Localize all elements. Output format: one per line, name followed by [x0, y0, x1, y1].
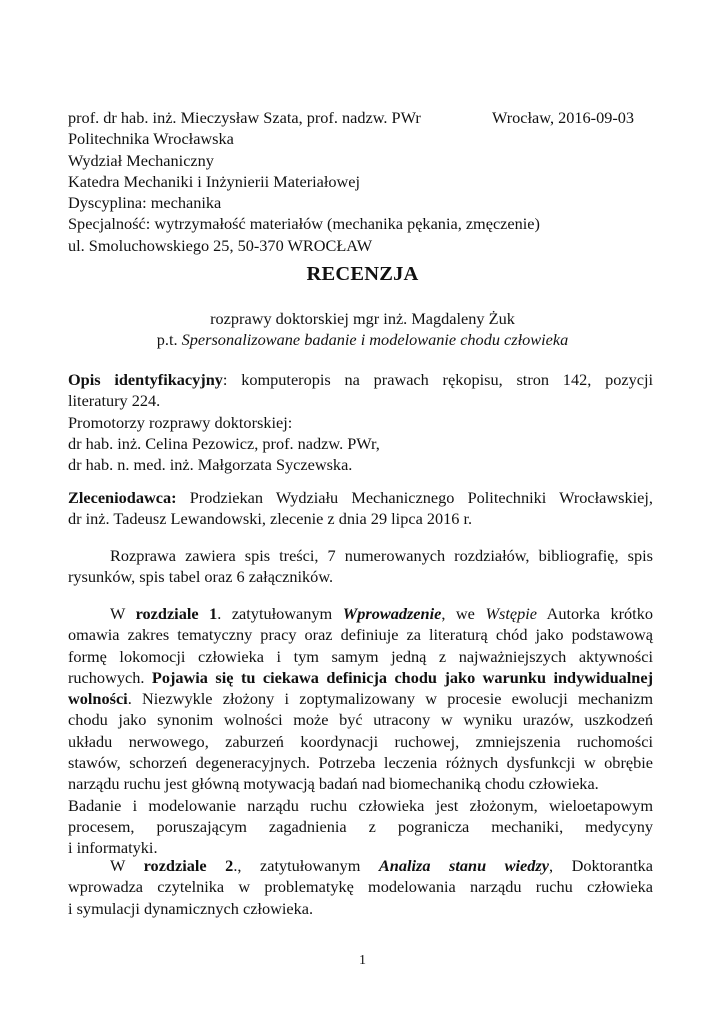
- chapter-1-line-2: omawia zakres tematyczny pracy oraz definiuje za literaturą chód jako podstawową: [68, 625, 653, 645]
- faculty-name: Wydział Mechaniczny: [68, 150, 214, 170]
- commissioner-text: Prodziekan Wydziału Mechanicznego Politechniki Wrocławskiej,: [176, 488, 653, 507]
- chapter-1-line-7: układu nerwowego, zaburzeń koordynacji ruchowej, zmniejszenia ruchomości: [68, 731, 653, 751]
- chapter-1-line-3: formę lokomocji człowieka i tym samym jedną z najważniejszych aktywności: [68, 646, 653, 666]
- text-fragment: , we: [441, 604, 486, 623]
- document-title: RECENZJA: [306, 263, 419, 285]
- chapter-2-line-1: [68, 855, 653, 876]
- chapter-1-title: Wprowadzenie: [342, 604, 442, 623]
- chapter-2-line-2: wprowadza czytelnika w problematykę modelowania narządu ruchu człowieka: [68, 877, 653, 897]
- chapter-2-line-3: i symulacji dynamicznych człowieka.: [68, 898, 314, 918]
- chapter-1-line-1: [68, 603, 653, 624]
- reviewer-name: prof. dr hab. inż. Mieczysław Szata, prof. nadzw. PWr: [68, 108, 421, 127]
- chapter-1-line-9: narządu ruchu jest główną motywacją badań nad biomechaniką chodu człowieka.: [68, 774, 599, 794]
- document-date: Wrocław, 2016-09-03: [492, 108, 635, 127]
- promoters-label: Promotorzy rozprawy doktorskiej:: [68, 412, 293, 432]
- promoter-1: dr hab. inż. Celina Pezowicz, prof. nadzw. PWr,: [68, 433, 380, 453]
- identification-text: : komputeropis na prawach rękopisu, stron 142, pozycji: [222, 370, 653, 389]
- thesis-title: Spersonalizowane badanie i modelowanie chodu człowieka: [181, 330, 569, 349]
- page-number: 1: [359, 953, 366, 968]
- discipline-line: Dyscyplina: mechanika: [68, 193, 222, 213]
- highlight-freedom: wolności: [68, 689, 128, 709]
- identification-label: Opis identyfikacyjny: [68, 370, 223, 389]
- contents-paragraph: [68, 545, 653, 588]
- chapter-1-line-12: i informatyki.: [68, 838, 158, 858]
- address-line: ul. Smoluchowskiego 25, 50-370 WROCŁAW: [68, 235, 373, 255]
- commissioner-label: Zleceniodawca:: [68, 488, 177, 507]
- promoter-2: dr hab. n. med. inż. Małgorzata Syczewska.: [68, 455, 353, 475]
- identification-section: [68, 369, 653, 475]
- reviewer-header: [68, 107, 648, 256]
- department-name: Katedra Mechaniki i Inżynierii Materiałowej: [68, 171, 361, 191]
- chapter-1-line-11: procesem, poruszającym zagadnienia z pogranicza mechaniki, medycyny: [68, 816, 653, 836]
- text-fragment: W: [110, 604, 136, 623]
- text-fragment: Autorka krótko: [536, 604, 653, 623]
- chapter-1-line-8: stawów, schorzeń degeneracyjnych. Potrzeba leczenia różnych dysfunkcji w obrębie: [68, 753, 653, 773]
- chapter-2-paragraph: [68, 855, 653, 919]
- commissioner-line-2: dr inż. Tadeusz Lewandowski, zlecenie z dnia 29 lipca 2016 r.: [68, 509, 473, 529]
- thesis-title-prefix: p.t.: [156, 330, 182, 349]
- university-name: Politechnika Wrocławska: [68, 129, 234, 149]
- chapter-2-title: Analiza stanu wiedzy: [378, 856, 549, 875]
- commissioner-section: [68, 487, 653, 530]
- chapter-1-paragraph: [68, 603, 653, 859]
- chapter-1-ref: rozdziale 1: [135, 604, 218, 623]
- chapter-1-line-5: [68, 688, 653, 709]
- thesis-title-line: [0, 329, 725, 351]
- text-fragment: W: [110, 856, 144, 875]
- chapter-2-ref: rozdziale 2: [143, 856, 234, 875]
- commissioner-line-1: [68, 487, 653, 508]
- text-fragment: . zatytułowanym: [217, 604, 343, 623]
- text-fragment: ., zatytułowanym: [233, 856, 379, 875]
- identification-line-1: [68, 369, 653, 390]
- contents-line-2: rysunków, spis tabel oraz 6 załączników.: [68, 567, 334, 587]
- text-fragment: , Doktorantka: [549, 856, 653, 875]
- text-fragment: ruchowych.: [68, 667, 152, 687]
- identification-line-2: literatury 224.: [68, 391, 161, 411]
- specialty-line: Specjalność: wytrzymałość materiałów (mechanika pękania, zmęczenie): [68, 214, 540, 234]
- introduction-ref: Wstępie: [485, 604, 537, 623]
- highlight-definition: Pojawia się tu ciekawa definicja chodu jako warunku indywidualnej: [151, 667, 653, 687]
- text-fragment: . Niezwykle złożony i zoptymalizowany w procesie ewolucji mechanizm: [127, 689, 653, 709]
- chapter-1-line-6: chodu jako synonim wolności może być utracony w wyniku urazów, uszkodzeń: [68, 710, 653, 730]
- chapter-1-line-10: Badanie i modelowanie narządu ruchu człowieka jest złożonym, wieloetapowym: [68, 795, 653, 815]
- contents-line-1: Rozprawa zawiera spis treści, 7 numerowanych rozdziałów, bibliografię, spis: [110, 546, 653, 565]
- chapter-1-line-4: [68, 667, 653, 688]
- subtitle-line: rozprawy doktorskiej mgr inż. Magdaleny Żuk: [210, 309, 515, 328]
